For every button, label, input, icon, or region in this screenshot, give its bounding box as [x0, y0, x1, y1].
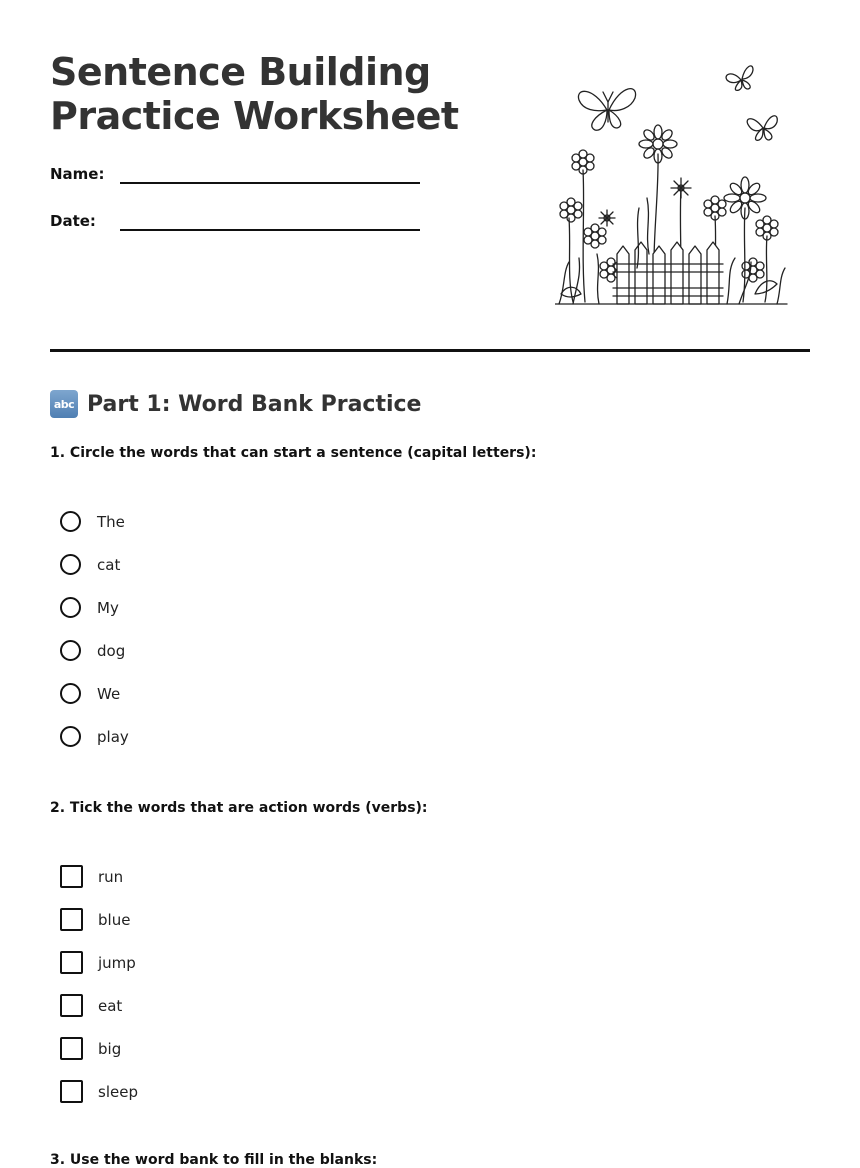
circle-option[interactable]: [60, 543, 129, 586]
checkbox-option[interactable]: [60, 898, 138, 941]
checkbox-option[interactable]: [60, 984, 138, 1027]
name-line[interactable]: [120, 182, 420, 184]
circle-option[interactable]: [60, 629, 129, 672]
option-label: run: [98, 867, 124, 886]
circle-option[interactable]: [60, 500, 129, 543]
checkbox-icon[interactable]: [60, 1080, 83, 1103]
flower-icon: [671, 178, 691, 198]
part1-heading: [50, 388, 421, 420]
option-label: eat: [98, 996, 123, 1015]
option-label: big: [98, 1039, 122, 1058]
option-label: cat: [97, 555, 121, 574]
butterfly-icon: [578, 89, 635, 131]
checkbox-option[interactable]: [60, 1070, 138, 1113]
part1-title: Part 1: Word Bank Practice: [87, 391, 422, 417]
date-label: Date:: [50, 212, 96, 230]
question-2-options: [60, 855, 138, 1113]
circle-option[interactable]: [60, 586, 129, 629]
title-line-2: Practice Worksheet: [50, 94, 459, 138]
checkbox-icon[interactable]: [60, 951, 83, 974]
date-field[interactable]: [50, 211, 422, 235]
circle-icon[interactable]: [60, 554, 81, 575]
question-3-prompt: 3. Use the word bank to fill in the blanks:: [50, 1152, 378, 1168]
fence-icon: [613, 242, 723, 304]
header-divider: [50, 349, 810, 352]
date-line[interactable]: [120, 229, 420, 231]
checkbox-icon[interactable]: [60, 1037, 83, 1060]
circle-icon[interactable]: [60, 511, 81, 532]
option-label: We: [97, 684, 121, 703]
checkbox-option[interactable]: [60, 855, 138, 898]
checkbox-option[interactable]: [60, 1027, 138, 1070]
question-1-prompt: 1. Circle the words that can start a sentence (capital letters):: [50, 445, 537, 461]
question-1-options: [60, 500, 129, 758]
circle-icon[interactable]: [60, 683, 81, 704]
circle-icon[interactable]: [60, 597, 81, 618]
circle-icon[interactable]: [60, 726, 81, 747]
circle-option[interactable]: [60, 672, 129, 715]
question-2-prompt: 2. Tick the words that are action words (verbs):: [50, 800, 428, 816]
option-label: The: [97, 512, 125, 531]
checkbox-icon[interactable]: [60, 994, 83, 1017]
butterfly-icon: [726, 66, 753, 91]
option-label: sleep: [98, 1082, 138, 1101]
option-label: jump: [98, 953, 136, 972]
flower-icon: [742, 258, 764, 282]
checkbox-icon[interactable]: [60, 865, 83, 888]
garden-butterflies-icon: [555, 58, 790, 308]
abc-icon: abc: [50, 390, 78, 418]
flower-icon: [599, 210, 615, 226]
flower-icon: [560, 198, 582, 222]
option-label: My: [97, 598, 119, 617]
title-line-1: Sentence Building: [50, 50, 431, 94]
option-label: play: [97, 727, 129, 746]
circle-option[interactable]: [60, 715, 129, 758]
butterfly-icon: [747, 116, 777, 141]
name-field[interactable]: [50, 164, 422, 188]
worksheet-page: [50, 0, 810, 1168]
name-label: Name:: [50, 165, 105, 183]
checkbox-icon[interactable]: [60, 908, 83, 931]
circle-icon[interactable]: [60, 640, 81, 661]
worksheet-title: [50, 50, 459, 138]
option-label: blue: [98, 910, 131, 929]
option-label: dog: [97, 641, 126, 660]
flower-icon: [584, 224, 606, 248]
checkbox-option[interactable]: [60, 941, 138, 984]
